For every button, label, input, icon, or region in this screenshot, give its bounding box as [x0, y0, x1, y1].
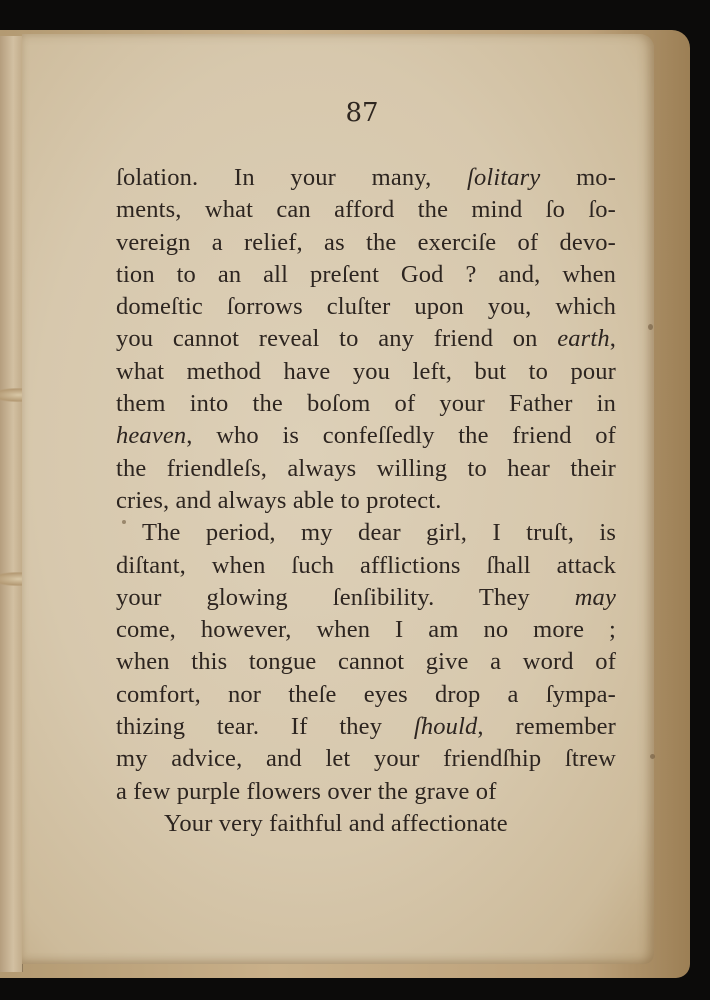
left-page-edge: [0, 36, 23, 972]
text-line: domeſtic ſorrows cluſter upon you, which: [116, 293, 616, 321]
text-line: thizing tear. If they ſhould, remember: [116, 713, 616, 741]
text-line: what method have you left, but to pour: [116, 357, 616, 385]
text-line: tion to an all preſent God ? and, when: [116, 260, 616, 288]
paper-speck: [122, 520, 126, 524]
text-line: ſolation. In your many, ſolitary mo-: [116, 164, 616, 191]
book-page: [22, 34, 654, 964]
text-line: you cannot reveal to any friend on earth,: [116, 325, 616, 353]
text-line: ments, what can afford the mind ſo ſo-: [116, 196, 616, 224]
page-text: [116, 162, 616, 840]
text-line: my advice, and let your friendſhip ſtrew: [116, 745, 616, 773]
paper-speck: [648, 324, 653, 330]
text-line: them into the boſom of your Father in: [116, 390, 616, 418]
text-line: the friendleſs, always willing to hear their: [116, 454, 616, 482]
text-line: heaven, who is confeſſedly the friend of: [116, 422, 616, 450]
text-line: a few purple flowers over the grave of: [116, 777, 497, 805]
text-line: come, however, when I am no more ;: [116, 616, 616, 644]
text-line: when this tongue cannot give a word of: [116, 648, 616, 676]
letter-closing: Your very faithful and affectionate: [164, 809, 508, 837]
paper-speck: [650, 754, 655, 759]
page-number: 87: [345, 98, 379, 128]
text-line: diſtant, when ſuch afflictions ſhall attack: [116, 551, 616, 579]
text-line: vereign a relief, as the exerciſe of devo-: [116, 228, 616, 256]
text-line: comfort, nor theſe eyes drop a ſympa-: [116, 680, 616, 708]
paragraph-end-line: cries, and always able to protect.: [116, 486, 442, 514]
paragraph-start-line: The period, my dear girl, I truſt, is: [142, 519, 616, 547]
text-line: your glowing ſenſibility. They may: [116, 583, 616, 611]
